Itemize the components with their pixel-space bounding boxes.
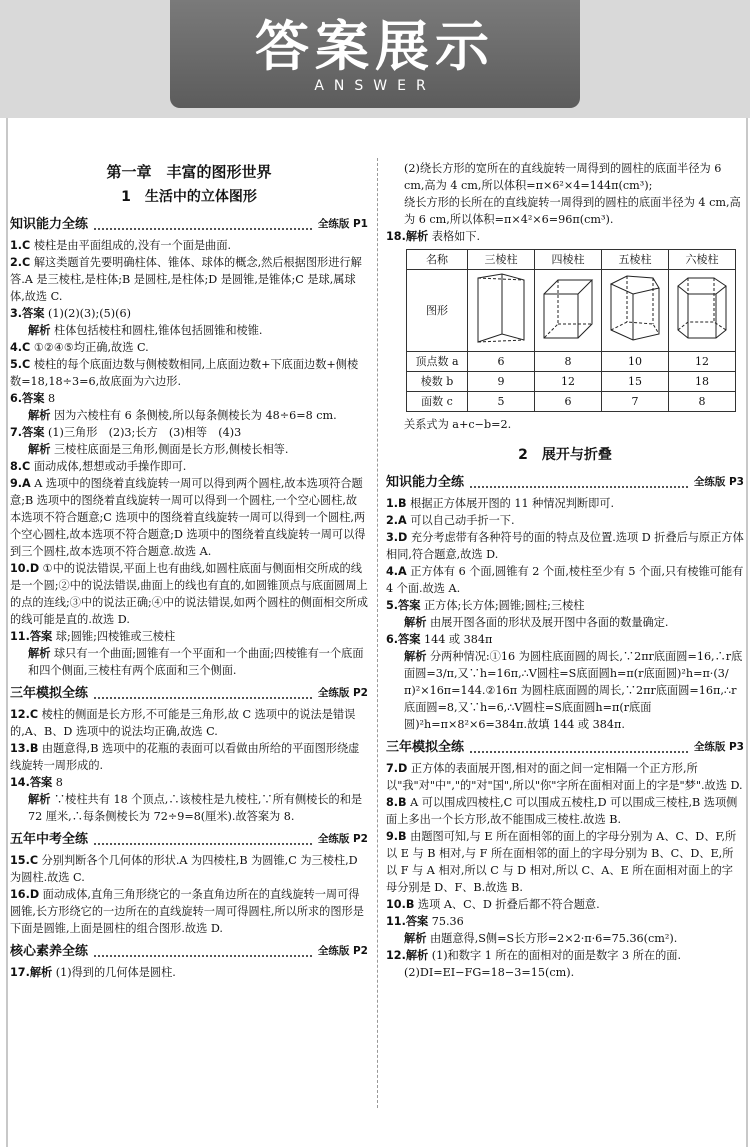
answer-label: 解析 — [28, 647, 51, 660]
answer-item — [386, 228, 744, 245]
answer-text: 75.36 — [431, 915, 464, 928]
triangular-prism-figure — [468, 270, 535, 352]
answer-item — [10, 475, 368, 560]
answer-text: 8 — [47, 392, 56, 405]
answer-item — [386, 495, 744, 512]
table-header-cell: 三棱柱 — [468, 250, 535, 270]
answer-label: 解析 — [404, 932, 427, 945]
answer-label: 3.D — [386, 531, 408, 544]
answer-label: 8.C — [10, 460, 31, 473]
answer-text: 144 或 384π — [423, 633, 493, 646]
right-column — [386, 160, 744, 981]
table-row — [407, 372, 736, 392]
answer-item — [386, 194, 744, 228]
row-label: 面数 c — [407, 392, 468, 412]
answer-item — [10, 645, 368, 679]
answer-item — [386, 760, 744, 794]
answer-item — [386, 947, 744, 964]
answer-label: 11.答案 — [10, 630, 53, 643]
dotted-leader — [470, 743, 688, 753]
answer-label: 2.A — [386, 514, 407, 527]
table-cell: 12 — [535, 372, 602, 392]
answer-text: 由题图可知,与 E 所在面相邻的面上的字母分别为 A、C、D、F,所以 E 与 B 相对,与 F 所在面相邻的面上的字母分别为 B、C、D、E,所以 F 与 A 相对,所以 C 与 D 相对,所以 C、A、E 所在面相对面上的字母分别是 D、F、B.故选 B. — [386, 830, 737, 894]
answer-text: 正方体有 6 个面,圆锥有 2 个面,棱柱至少有 5 个面,只有棱锥可能有 4 个面.故选 A. — [386, 565, 744, 595]
answer-text: 三棱柱底面是三角形,侧面是长方形,侧棱长相等. — [53, 443, 289, 456]
table-header-cell: 四棱柱 — [535, 250, 602, 270]
section-name: 核心素养全练 — [10, 944, 89, 959]
answer-label: 13.B — [10, 742, 39, 755]
column-divider — [377, 158, 378, 1108]
answer-label: 12.C — [10, 708, 39, 721]
banner-subtitle: ANSWER — [314, 78, 436, 94]
answer-label: 10.B — [386, 898, 415, 911]
answer-text: 解这类题首先要明确柱体、锥体、球体的概念,然后根据图形进行解答.A 是三棱柱,是柱体;B 是圆柱,是柱体;D 是圆锥,是锥体;C 是球,属球体,故选 C. — [10, 256, 362, 303]
answer-label: 解析 — [28, 793, 51, 806]
table-shape-label: 图形 — [407, 270, 468, 352]
answer-text: 充分考虑带有各种符号的面的特点及位置.选项 D 折叠后与原正方体相同,符合题意,故选 D. — [386, 531, 744, 561]
answer-text: 面动成体,直角三角形绕它的一条直角边所在的直线旋转一周可得圆锥,长方形绕它的一边所在的直线旋转一周可得圆柱,所以所求的图形是下面是圆锥,上面是圆柱的组合图形.故选 D. — [10, 888, 364, 935]
answer-label: 解析 — [404, 616, 427, 629]
answer-text: (1)(2)(3);(5)(6) — [47, 307, 131, 320]
answer-text: 由题意得,B 选项中的花瓶的表面可以看做由所给的平面图形绕虚线旋转一周形成的. — [10, 742, 360, 772]
answer-item — [386, 563, 744, 597]
answer-label: 1.C — [10, 239, 31, 252]
answer-item — [386, 964, 744, 981]
answer-label: 11.答案 — [386, 915, 429, 928]
answer-text: 分两种情况:①16 为圆柱底面圆的周长,∵2πr底面圆=16,∴r底面圆=3/π,又∵h=16π,∴V圆柱=S底面圆h=π(r底面圆)²h=π·(3/π)²×16π=144.②16π 为圆柱底面圆的周长,∵2πr底面圆=16π,∴r底面圆=8,又∵h=6,∴V圆柱=S底面圆h=π(r底面圆)²h=π×8²×6=384π.故填 144 或 384π. — [404, 650, 743, 731]
dotted-leader — [94, 947, 312, 957]
answer-text: 表格如下. — [431, 230, 481, 243]
practice-section-header — [10, 943, 368, 960]
answer-text: 柱体包括棱柱和圆柱,锥体包括圆锥和棱锥. — [53, 324, 263, 337]
answer-label: 7.答案 — [10, 426, 45, 439]
section-name: 五年中考全练 — [10, 832, 89, 847]
answer-item — [10, 424, 368, 441]
answer-item — [10, 339, 368, 356]
answer-label: 解析 — [28, 409, 51, 422]
page-reference: 全练版 P3 — [693, 741, 744, 753]
answer-label: 15.C — [10, 854, 39, 867]
answer-text: 球只有一个曲面;圆锥有一个平面和一个曲面;四棱锥有一个底面和四个侧面,三棱柱有两个底面和三个侧面. — [28, 647, 364, 677]
answer-item — [10, 774, 368, 791]
answer-text: ∵棱柱共有 18 个顶点,∴该棱柱是九棱柱,∵所有侧棱长的和是 72 厘米,∴每条侧棱长为 72÷9=8(厘米).故答案为 8. — [28, 793, 363, 823]
answer-item — [10, 706, 368, 740]
answer-text: 8 — [55, 776, 63, 789]
practice-section-header — [386, 739, 744, 756]
answer-text: (1)和数字 1 所在的面相对的面是数字 3 所在的面. — [431, 949, 682, 962]
answer-item — [10, 886, 368, 937]
answer-item — [10, 441, 368, 458]
answer-label: 解析 — [28, 443, 51, 456]
answer-item — [10, 356, 368, 390]
relation-text: 关系式为 a+c−b=2. — [404, 418, 512, 431]
answer-text: ①②④⑤均正确,故选 C. — [33, 341, 149, 354]
answer-text: A 可以围成四棱柱,C 可以围成五棱柱,D 可以围成三棱柱,B 选项侧面上多出一个长方形,故不能围成三棱柱.故选 B. — [386, 796, 738, 826]
answer-text: 正方体;长方体;圆锥;圆柱;三棱柱 — [423, 599, 585, 612]
answer-label: 4.A — [386, 565, 407, 578]
answer-label: 9.B — [386, 830, 407, 843]
answer-item — [386, 160, 744, 194]
answer-item — [386, 512, 744, 529]
table-cell: 18 — [669, 372, 736, 392]
practice-section-header — [386, 474, 744, 491]
table-row — [407, 352, 736, 372]
answer-label: 6.答案 — [386, 633, 421, 646]
answer-item — [386, 896, 744, 913]
section-name: 三年模拟全练 — [386, 740, 465, 755]
answer-text: (2)绕长方形的宽所在的直线旋转一周得到的圆柱的底面半径为 6 cm,高为 4 cm,所以体积=π×6²×4=144π(cm³); — [404, 162, 722, 192]
answer-item — [386, 913, 744, 930]
table-cell: 10 — [602, 352, 669, 372]
table-header-row — [407, 250, 736, 270]
left-answer-blocks — [10, 216, 368, 981]
answer-text: 棱柱是由平面组成的,没有一个面是曲面. — [33, 239, 232, 252]
right-top-items — [386, 160, 744, 245]
answer-banner — [0, 0, 750, 118]
table-cell: 9 — [468, 372, 535, 392]
answer-text: 可以自己动手折一下. — [410, 514, 515, 527]
answer-text: 由题意得,S侧=S长方形=2×2·π·6=75.36(cm²). — [429, 932, 678, 945]
table-row — [407, 392, 736, 412]
answer-label: 解析 — [404, 650, 427, 663]
page-reference: 全练版 P1 — [317, 218, 368, 230]
answer-item — [386, 614, 744, 631]
table-cell: 8 — [669, 392, 736, 412]
answer-item — [386, 648, 744, 733]
answer-item — [10, 407, 368, 424]
answer-label: 17.解析 — [10, 966, 53, 979]
table-cell: 15 — [602, 372, 669, 392]
answer-text: ①中的说法错误,平面上也有曲线,如圆柱底面与侧面相交所成的线是一个圆;②中的说法错误,曲面上的线也有直的,如圆锥顶点与底面圆周上的点的连线;③中的说法正确;④中的说法错误,如两个圆柱的侧面相交所成的线可能是直的.故选 D. — [10, 562, 368, 626]
answer-label: 16.D — [10, 888, 40, 901]
answer-item — [386, 828, 744, 896]
answer-label: 2.C — [10, 256, 31, 269]
hexagonal-prism-figure — [669, 270, 736, 352]
table-cell: 7 — [602, 392, 669, 412]
section-name: 知识能力全练 — [386, 475, 465, 490]
answer-label: 1.B — [386, 497, 407, 510]
practice-section-header — [10, 831, 368, 848]
section-title-1: 1 生活中的立体图形 — [121, 189, 257, 205]
table-body — [407, 352, 736, 412]
answer-text: (1)得到的几何体是圆柱. — [55, 966, 176, 979]
practice-section-header — [10, 685, 368, 702]
answer-item — [10, 964, 368, 981]
page-reference: 全练版 P3 — [693, 476, 744, 488]
answer-item — [386, 597, 744, 614]
square-prism-figure — [535, 270, 602, 352]
answer-item — [10, 237, 368, 254]
answer-item — [386, 529, 744, 563]
page-reference: 全练版 P2 — [317, 687, 368, 699]
table-cell: 6 — [535, 392, 602, 412]
answer-text: 分别判断各个几何体的形状.A 为四棱柱,B 为圆锥,C 为三棱柱,D 为圆柱.故选 C. — [10, 854, 358, 884]
answer-label: 18.解析 — [386, 230, 429, 243]
row-label: 棱数 b — [407, 372, 468, 392]
answer-label: 解析 — [28, 324, 51, 337]
answer-text: 由展开图各面的形状及展开图中各面的数量确定. — [429, 616, 669, 629]
dotted-leader — [94, 689, 312, 699]
answer-item — [10, 628, 368, 645]
answer-item — [10, 390, 368, 407]
answer-text: 棱柱的侧面是长方形,不可能是三角形,故 C 选项中的说法是错误的,A、B、D 选项中的说法均正确,故选 C. — [10, 708, 356, 738]
answer-label: 6.答案 — [10, 392, 45, 405]
answer-label: 5.C — [10, 358, 31, 371]
table-header-cell: 名称 — [407, 250, 468, 270]
answer-item — [10, 560, 368, 628]
answer-text: 正方体的表面展开图,相对的面之间一定相隔一个正方形,所以"我"对"中","的"对"国",所以"你"字所在面相对面上的字是"梦".故选 D. — [386, 762, 743, 792]
answer-label: 12.解析 — [386, 949, 429, 962]
answer-text: (2)DI=EI−FG=18−3=15(cm). — [404, 966, 575, 979]
practice-section-header — [10, 216, 368, 233]
answer-text: 因为六棱柱有 6 条侧棱,所以每条侧棱长为 48÷6=8 cm. — [53, 409, 337, 422]
answer-text: 棱柱的每个底面边数与侧棱数相同,上底面边数+下底面边数+侧棱数=18,18÷3=6,故底面为六边形. — [10, 358, 359, 388]
answer-item — [10, 305, 368, 322]
pentagonal-prism-figure — [602, 270, 669, 352]
page-reference: 全练版 P2 — [317, 833, 368, 845]
answer-item — [386, 930, 744, 947]
table-header-cell: 六棱柱 — [669, 250, 736, 270]
table-cell: 8 — [535, 352, 602, 372]
answer-item — [10, 791, 368, 825]
answer-text: 选项 A、C、D 折叠后都不符合题意. — [417, 898, 600, 911]
answer-label: 10.D — [10, 562, 40, 575]
answer-label: 7.D — [386, 762, 408, 775]
answer-text: 绕长方形的长所在的直线旋转一周得到的圆柱的底面半径为 4 cm,高为 6 cm,所以体积=π×4²×6=96π(cm³). — [404, 196, 741, 226]
answer-text: 球;圆锥;四棱锥或三棱柱 — [55, 630, 176, 643]
dotted-leader — [94, 835, 312, 845]
answer-label: 4.C — [10, 341, 31, 354]
section-name: 三年模拟全练 — [10, 686, 89, 701]
answer-item — [386, 631, 744, 648]
table-shape-row — [407, 270, 736, 352]
section-title-2: 2 展开与折叠 — [518, 447, 612, 463]
answer-label: 14.答案 — [10, 776, 53, 789]
page-reference: 全练版 P2 — [317, 945, 368, 957]
answer-text: (1)三角形 (2)3;长方 (3)相等 (4)3 — [47, 426, 242, 439]
answer-label: 5.答案 — [386, 599, 421, 612]
answer-item — [386, 794, 744, 828]
answer-text: 面动成体,想想或动手操作即可. — [33, 460, 187, 473]
right-answer-blocks — [386, 474, 744, 981]
answer-item — [10, 852, 368, 886]
left-column — [10, 160, 368, 981]
answer-item — [10, 254, 368, 305]
table-cell: 6 — [468, 352, 535, 372]
answer-label: 3.答案 — [10, 307, 45, 320]
dotted-leader — [94, 220, 312, 230]
answer-label: 8.B — [386, 796, 407, 809]
answer-text: 根据正方体展开图的 11 种情况判断即可. — [410, 497, 615, 510]
prism-table — [406, 249, 736, 412]
answer-item — [10, 458, 368, 475]
answer-item — [10, 740, 368, 774]
dotted-leader — [470, 478, 688, 488]
answer-item — [10, 322, 368, 339]
table-cell: 5 — [468, 392, 535, 412]
table-cell: 12 — [669, 352, 736, 372]
chapter-title: 第一章 丰富的图形世界 — [106, 163, 272, 181]
row-label: 顶点数 a — [407, 352, 468, 372]
table-header-cell: 五棱柱 — [602, 250, 669, 270]
answer-text: A 选项中的图绕着直线旋转一周可以得到两个圆柱,故本选项符合题意;B 选项中的图绕着直线旋转一周可以得到一个圆柱,一个空心圆柱,故本选项不符合题意;C 选项中的图绕着直线旋转一周可以得到一个圆柱,两个空心圆柱,故本选项不符合题意;D 选项中的图绕着直线旋转一周可以得到三个圆柱,故本选项不符合题意.故选 A. — [10, 477, 366, 558]
banner-title: 答案展示 — [255, 15, 495, 78]
section-name: 知识能力全练 — [10, 217, 89, 232]
answer-label: 9.A — [10, 477, 31, 490]
